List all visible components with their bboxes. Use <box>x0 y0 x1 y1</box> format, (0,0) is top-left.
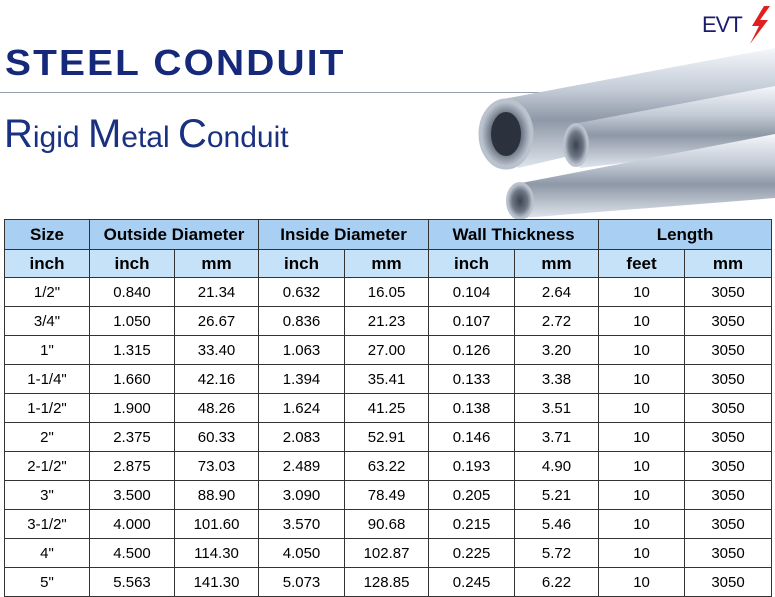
size-cell: 1" <box>5 336 90 365</box>
table-cell: 16.05 <box>345 278 429 307</box>
table-row <box>5 365 772 394</box>
table-cell: 4.050 <box>259 539 345 568</box>
table-units-row <box>5 250 772 278</box>
unit-cell: inch <box>5 250 90 278</box>
table-cell: 10 <box>599 307 685 336</box>
table-cell: 35.41 <box>345 365 429 394</box>
table-cell: 10 <box>599 539 685 568</box>
table-cell: 3.570 <box>259 510 345 539</box>
table-cell: 0.632 <box>259 278 345 307</box>
table-row <box>5 336 772 365</box>
table-cell: 3050 <box>685 452 772 481</box>
table-cell: 42.16 <box>175 365 259 394</box>
table-row <box>5 568 772 597</box>
logo-text: EVT <box>702 12 742 37</box>
table-row <box>5 307 772 336</box>
table-cell: 10 <box>599 336 685 365</box>
table-cell: 10 <box>599 423 685 452</box>
table-cell: 3050 <box>685 539 772 568</box>
table-cell: 4.90 <box>515 452 599 481</box>
table-cell: 3.38 <box>515 365 599 394</box>
table-cell: 0.215 <box>429 510 515 539</box>
table-cell: 73.03 <box>175 452 259 481</box>
table-cell: 2.489 <box>259 452 345 481</box>
table-cell: 10 <box>599 278 685 307</box>
table-cell: 141.30 <box>175 568 259 597</box>
table-cell: 33.40 <box>175 336 259 365</box>
subtitle-cap-2: M <box>87 112 122 156</box>
unit-cell: inch <box>90 250 175 278</box>
table-cell: 21.23 <box>345 307 429 336</box>
table-cell: 10 <box>599 452 685 481</box>
table-cell: 2.375 <box>90 423 175 452</box>
table-cell: 4.000 <box>90 510 175 539</box>
table-cell: 6.22 <box>515 568 599 597</box>
header-outside-diameter: Outside Diameter <box>90 220 259 250</box>
table-cell: 3050 <box>685 278 772 307</box>
table-cell: 0.146 <box>429 423 515 452</box>
size-cell: 5" <box>5 568 90 597</box>
table-cell: 78.49 <box>345 481 429 510</box>
table-row <box>5 278 772 307</box>
table-cell: 41.25 <box>345 394 429 423</box>
table-cell: 0.193 <box>429 452 515 481</box>
table-cell: 26.67 <box>175 307 259 336</box>
table-cell: 101.60 <box>175 510 259 539</box>
table-cell: 52.91 <box>345 423 429 452</box>
table-cell: 10 <box>599 568 685 597</box>
table-cell: 10 <box>599 365 685 394</box>
table-cell: 3050 <box>685 307 772 336</box>
table-cell: 3050 <box>685 510 772 539</box>
table-cell: 0.225 <box>429 539 515 568</box>
table-cell: 114.30 <box>175 539 259 568</box>
header-inside-diameter: Inside Diameter <box>259 220 429 250</box>
table-cell: 1.394 <box>259 365 345 394</box>
table-cell: 3.51 <box>515 394 599 423</box>
table-cell: 5.72 <box>515 539 599 568</box>
table-cell: 1.315 <box>90 336 175 365</box>
table-cell: 88.90 <box>175 481 259 510</box>
table-cell: 90.68 <box>345 510 429 539</box>
header-length: Length <box>599 220 772 250</box>
unit-cell: inch <box>429 250 515 278</box>
table-cell: 1.900 <box>90 394 175 423</box>
table-cell: 27.00 <box>345 336 429 365</box>
table-cell: 4.500 <box>90 539 175 568</box>
table-cell: 3.20 <box>515 336 599 365</box>
table-row <box>5 510 772 539</box>
table-cell: 1.660 <box>90 365 175 394</box>
table-cell: 10 <box>599 394 685 423</box>
size-cell: 2-1/2" <box>5 452 90 481</box>
table-cell: 102.87 <box>345 539 429 568</box>
unit-cell: mm <box>345 250 429 278</box>
page-subtitle <box>4 112 289 157</box>
table-cell: 0.245 <box>429 568 515 597</box>
table-cell: 128.85 <box>345 568 429 597</box>
size-cell: 3-1/2" <box>5 510 90 539</box>
table-cell: 10 <box>599 510 685 539</box>
size-cell: 1/2" <box>5 278 90 307</box>
table-cell: 3050 <box>685 481 772 510</box>
table-cell: 0.138 <box>429 394 515 423</box>
table-cell: 0.840 <box>90 278 175 307</box>
table-row <box>5 539 772 568</box>
table-cell: 0.205 <box>429 481 515 510</box>
unit-cell: feet <box>599 250 685 278</box>
table-cell: 5.46 <box>515 510 599 539</box>
table-cell: 0.126 <box>429 336 515 365</box>
size-cell: 3/4" <box>5 307 90 336</box>
table-cell: 3.090 <box>259 481 345 510</box>
table-header-row <box>5 220 772 250</box>
table-cell: 0.104 <box>429 278 515 307</box>
table-cell: 2.72 <box>515 307 599 336</box>
unit-cell: inch <box>259 250 345 278</box>
table-cell: 2.64 <box>515 278 599 307</box>
subtitle-rest-1: igid <box>32 121 88 154</box>
subtitle-cap-3: C <box>177 112 207 156</box>
table-cell: 3050 <box>685 394 772 423</box>
size-cell: 2" <box>5 423 90 452</box>
table-body <box>5 278 772 597</box>
table-row <box>5 452 772 481</box>
table-cell: 3050 <box>685 423 772 452</box>
unit-cell: mm <box>685 250 772 278</box>
page-title: STEEL CONDUIT <box>5 42 346 83</box>
table-row <box>5 394 772 423</box>
table-cell: 2.875 <box>90 452 175 481</box>
table-cell: 0.107 <box>429 307 515 336</box>
header-wall-thickness: Wall Thickness <box>429 220 599 250</box>
size-cell: 3" <box>5 481 90 510</box>
subtitle-cap-1: R <box>4 112 33 156</box>
table-cell: 0.836 <box>259 307 345 336</box>
table-cell: 3.500 <box>90 481 175 510</box>
size-cell: 1-1/2" <box>5 394 90 423</box>
table-cell: 3050 <box>685 568 772 597</box>
table-cell: 3.71 <box>515 423 599 452</box>
size-cell: 1-1/4" <box>5 365 90 394</box>
rmc-spec-table <box>4 219 772 597</box>
table-cell: 5.563 <box>90 568 175 597</box>
table-cell: 60.33 <box>175 423 259 452</box>
subtitle-rest-2: etal <box>121 121 178 154</box>
table-cell: 5.073 <box>259 568 345 597</box>
table-cell: 1.624 <box>259 394 345 423</box>
table-cell: 21.34 <box>175 278 259 307</box>
table-cell: 63.22 <box>345 452 429 481</box>
unit-cell: mm <box>515 250 599 278</box>
table-cell: 10 <box>599 481 685 510</box>
table-cell: 3050 <box>685 365 772 394</box>
table-cell: 3050 <box>685 336 772 365</box>
size-cell: 4" <box>5 539 90 568</box>
unit-cell: mm <box>175 250 259 278</box>
table-row <box>5 481 772 510</box>
subtitle-rest-3: onduit <box>206 121 289 154</box>
table-row <box>5 423 772 452</box>
table-cell: 0.133 <box>429 365 515 394</box>
table-cell: 1.063 <box>259 336 345 365</box>
header-size: Size <box>5 220 90 250</box>
table-cell: 5.21 <box>515 481 599 510</box>
table-cell: 2.083 <box>259 423 345 452</box>
conduit-pipes-image <box>468 38 775 220</box>
table-cell: 1.050 <box>90 307 175 336</box>
table-cell: 48.26 <box>175 394 259 423</box>
